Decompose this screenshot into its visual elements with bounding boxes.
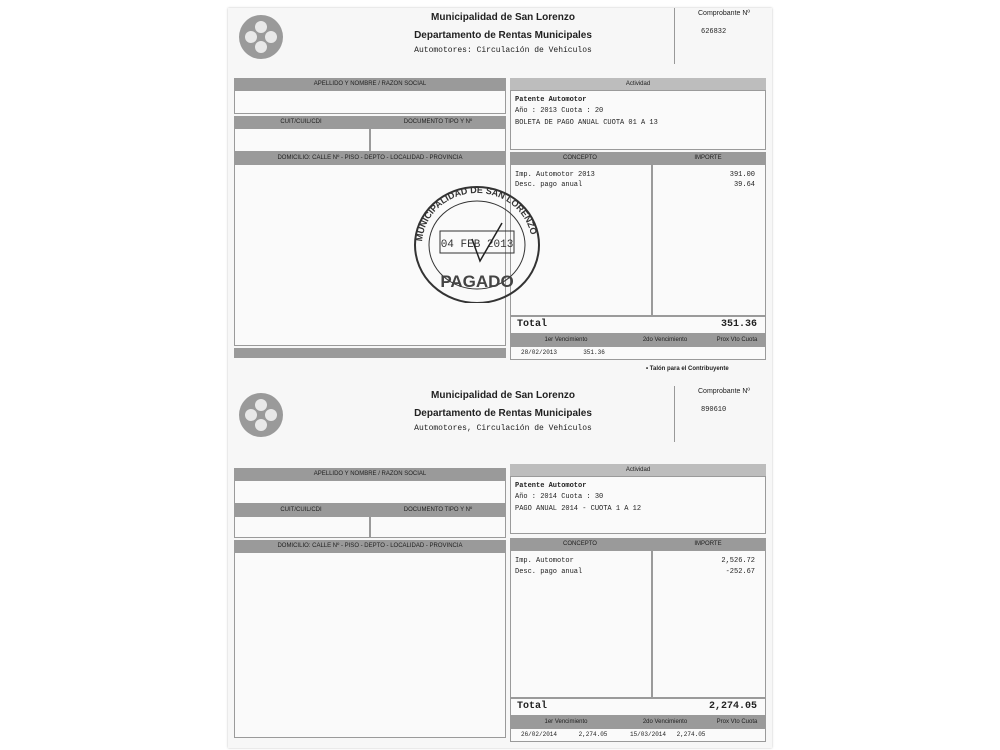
- talon-label: • Talón para el Contribuyente: [646, 366, 729, 372]
- total-row: [510, 316, 766, 334]
- importe-column: [652, 164, 766, 316]
- stamp-arc-text: MUNICIPALIDAD DE SAN LORENZO: [414, 184, 539, 242]
- vencimiento-amount: 2,274.05: [578, 731, 608, 738]
- activity-line-2: Año : 2013 Cuota : 20: [515, 107, 604, 115]
- concepto-header: CONCEPTO: [563, 155, 597, 161]
- vencimiento-row: [510, 728, 766, 742]
- item-concepto: Desc. pago anual: [515, 181, 583, 189]
- concepto-column: [510, 550, 652, 698]
- apellido-header: APELLIDO Y NOMBRE / RAZON SOCIAL: [234, 468, 506, 480]
- prox-vto-header: Prox Vto Cuota: [716, 719, 758, 725]
- municipal-emblem-icon: [238, 392, 284, 438]
- activity-line-1: Patente Automotor: [515, 482, 587, 490]
- item-concepto: Imp. Automotor: [515, 557, 574, 565]
- scanned-document: [228, 8, 772, 748]
- section-name: Automotores: Circulación de Vehículos: [414, 46, 592, 55]
- footer-bar: [234, 348, 506, 358]
- actividad-field: [510, 90, 766, 150]
- comprobante-box: [674, 386, 773, 442]
- municipality-name: Municipalidad de San Lorenzo: [431, 390, 575, 401]
- cuit-field: [234, 516, 370, 538]
- department-name: Departamento de Rentas Municipales: [414, 408, 592, 419]
- receipt-2014: [228, 386, 772, 748]
- concepto-header: CONCEPTO: [563, 541, 597, 547]
- vencimiento-2-amount: 2,274.05: [676, 731, 706, 738]
- comprobante-label: Comprobante Nº: [698, 10, 750, 17]
- apellido-field: [234, 480, 506, 504]
- section-name: Automotores, Circulación de Vehículos: [414, 424, 592, 433]
- stamp-date: 04 FEB 2013: [440, 239, 514, 251]
- vencimiento-row: [510, 346, 766, 360]
- apellido-header: APELLIDO Y NOMBRE / RAZON SOCIAL: [234, 78, 506, 90]
- item-importe: -252.67: [725, 568, 755, 576]
- documento-header: DOCUMENTO TIPO Y Nº: [403, 507, 473, 513]
- department-name: Departamento de Rentas Municipales: [414, 30, 592, 41]
- cuit-header: CUIT/CUIL/CDI: [280, 119, 322, 125]
- importe-column: [652, 550, 766, 698]
- item-concepto: Imp. Automotor 2013: [515, 171, 595, 179]
- documento-header: DOCUMENTO TIPO Y Nº: [403, 119, 473, 125]
- item-concepto: Desc. pago anual: [515, 568, 583, 576]
- activity-line-2: Año : 2014 Cuota : 30: [515, 493, 604, 501]
- comprobante-number: 890610: [701, 406, 727, 414]
- vencimiento-2-header: 2do Vencimiento: [642, 719, 688, 725]
- actividad-header: Actividad: [510, 464, 766, 476]
- receipt-header: [228, 8, 772, 70]
- comprobante-label: Comprobante Nº: [698, 388, 750, 395]
- pagado-stamp-icon: [402, 183, 552, 303]
- municipal-emblem-icon: [238, 14, 284, 60]
- activity-line-1: Patente Automotor: [515, 96, 587, 104]
- vencimiento-2-date: 15/03/2014: [629, 731, 666, 738]
- stamp-status: PAGADO: [440, 272, 514, 291]
- svg-text:MUNICIPALIDAD DE SAN LORENZO: [414, 185, 539, 242]
- documento-field: [370, 128, 506, 152]
- domicilio-header: DOMICILIO: CALLE Nº - PISO - DEPTO - LOCALIDAD - PROVINCIA: [234, 152, 506, 164]
- total-amount: 351.36: [720, 319, 757, 330]
- receipt-header: [228, 386, 772, 448]
- importe-header: IMPORTE: [694, 155, 722, 161]
- municipality-name: Municipalidad de San Lorenzo: [431, 12, 575, 23]
- total-label: Total: [517, 319, 548, 330]
- item-importe: 39.64: [733, 181, 755, 189]
- comprobante-number: 626832: [701, 28, 727, 36]
- documento-field: [370, 516, 506, 538]
- vencimiento-date: 28/02/2013: [520, 349, 557, 356]
- vencimiento-1-header: 1er Vencimiento: [544, 337, 588, 343]
- item-importe: 391.00: [729, 171, 755, 179]
- cuit-field: [234, 128, 370, 152]
- vencimiento-1-header: 1er Vencimiento: [544, 719, 588, 725]
- item-importe: 2,526.72: [721, 557, 755, 565]
- receipt-2013: [228, 8, 772, 383]
- total-amount: 2,274.05: [708, 701, 757, 712]
- vencimiento-2-header: 2do Vencimiento: [642, 337, 688, 343]
- comprobante-box: [674, 8, 773, 64]
- total-row: [510, 698, 766, 716]
- activity-line-3: BOLETA DE PAGO ANUAL CUOTA 01 A 13: [515, 119, 658, 127]
- apellido-field: [234, 90, 506, 114]
- cuit-header: CUIT/CUIL/CDI: [280, 507, 322, 513]
- vencimiento-amount: 351.36: [583, 349, 605, 356]
- activity-line-3: PAGO ANUAL 2014 - CUOTA 1 A 12: [515, 505, 642, 513]
- actividad-field: [510, 476, 766, 534]
- total-label: Total: [517, 701, 548, 712]
- domicilio-header: DOMICILIO: CALLE Nº - PISO - DEPTO - LOCALIDAD - PROVINCIA: [234, 540, 506, 552]
- prox-vto-header: Prox Vto Cuota: [716, 337, 758, 343]
- importe-header: IMPORTE: [694, 541, 722, 547]
- vencimiento-date: 26/02/2014: [520, 731, 557, 738]
- actividad-header: Actividad: [510, 78, 766, 90]
- domicilio-field: [234, 552, 506, 738]
